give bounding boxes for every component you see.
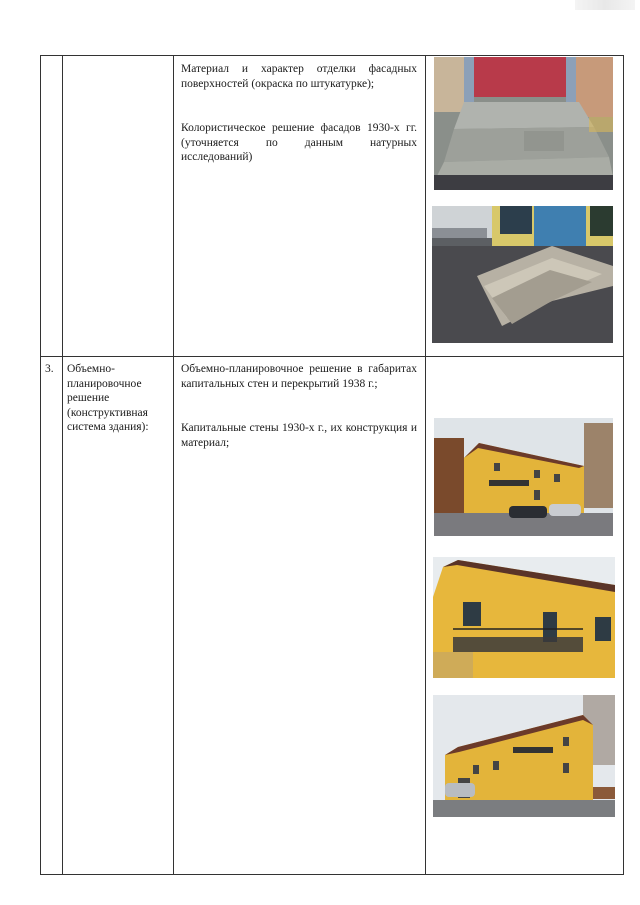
walls-description <box>181 421 417 450</box>
volume-description <box>181 362 417 391</box>
walls-paragraph: Капитальные стены 1930-х г., их конструкция и материал; <box>181 422 417 449</box>
color-description <box>181 121 417 165</box>
finish-paragraph: Материал и характер отделки фасадных поверхностей (окраска по штукатурке); <box>181 63 417 90</box>
photo-blue-door-steps <box>432 206 613 343</box>
photo-balcony-closeup <box>433 557 615 678</box>
photo-building-cars <box>434 418 613 536</box>
row-title: Объемно-планировочное решение (конструктивная система здания): <box>67 363 149 433</box>
volume-paragraph: Объемно-планировочное решение в габаритах капитальных стен и перекрытий 1938 г.; <box>181 363 417 390</box>
photo-doorway-steps <box>434 57 613 190</box>
row-number: 3. <box>45 363 54 375</box>
color-paragraph: Колористическое решение фасадов 1930-х гг. (уточняется по данным натурных исследований) <box>181 122 417 163</box>
photo-building-wide <box>433 695 615 817</box>
finish-description <box>181 62 417 91</box>
